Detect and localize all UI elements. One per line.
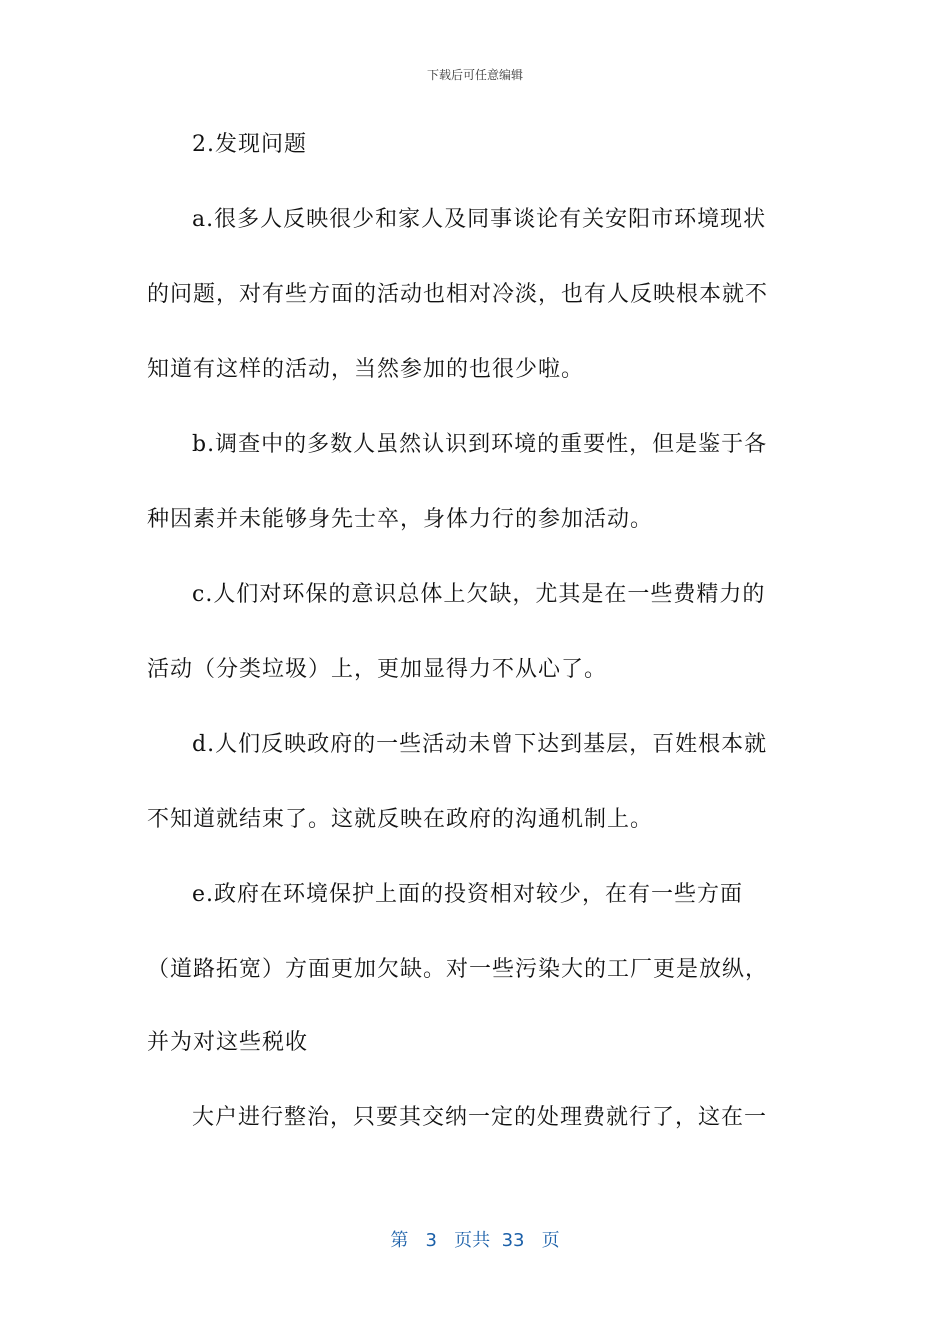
footer-page-prefix: 第	[390, 1230, 409, 1251]
paragraph-line: （道路拓宽）方面更加欠缺。对一些污染大的工厂更是放纵，	[147, 957, 769, 982]
paragraph-line: d.人们反映政府的一些活动未曾下达到基层，百姓根本就	[192, 732, 768, 757]
paragraph-line: 的问题，对有些方面的活动也相对冷淡，也有人反映根本就不	[147, 282, 769, 307]
paragraph-line: 种因素并未能够身先士卒，身体力行的参加活动。	[147, 507, 654, 532]
paragraph-line: 不知道就结束了。这就反映在政府的沟通机制上。	[147, 807, 654, 832]
section-heading: 2.发现问题	[192, 132, 307, 157]
paragraph-line: c.人们对环保的意识总体上欠缺，尤其是在一些费精力的	[192, 582, 766, 607]
page-header: 下载后可任意编辑	[426, 68, 523, 82]
footer-total-pages: 33	[501, 1230, 525, 1251]
paragraph-line: 知道有这样的活动，当然参加的也很少啦。	[147, 357, 585, 382]
paragraph-line: 活动（分类垃圾）上，更加显得力不从心了。	[147, 657, 608, 682]
footer-page-middle: 页共	[454, 1230, 491, 1251]
paragraph-line: b.调查中的多数人虽然认识到环境的重要性，但是鉴于各	[192, 432, 768, 457]
page-footer	[0, 1226, 950, 1252]
paragraph-line: 并为对这些税收	[147, 1030, 309, 1055]
paragraph-line: e.政府在环境保护上面的投资相对较少，在有一些方面	[192, 882, 744, 907]
footer-page-suffix: 页	[541, 1230, 560, 1251]
paragraph-line: a.很多人反映很少和家人及同事谈论有关安阳市环境现状	[192, 207, 767, 232]
footer-page-number: 3	[425, 1230, 437, 1251]
paragraph-line: 大户进行整治，只要其交纳一定的处理费就行了，这在一	[192, 1105, 768, 1130]
